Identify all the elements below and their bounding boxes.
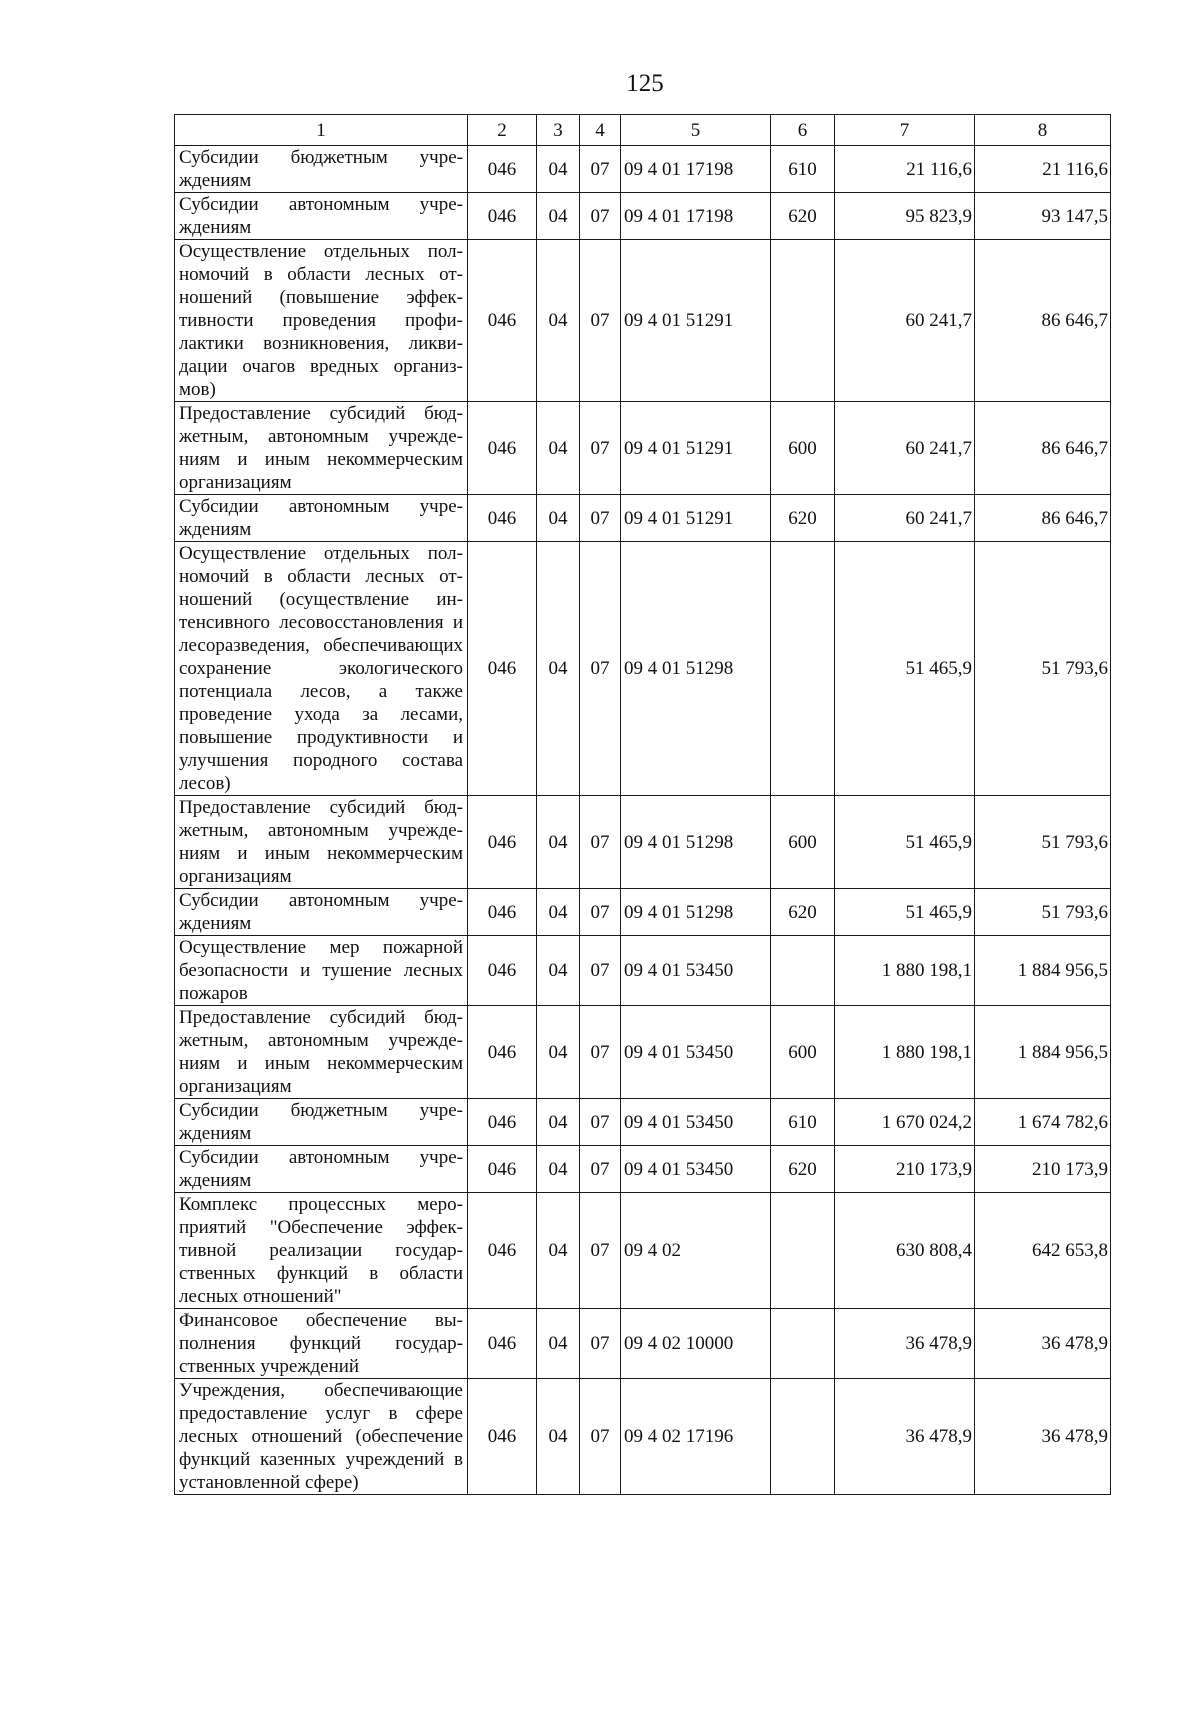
amount-year1-cell: 1 880 198,1 (835, 1006, 975, 1099)
ministry-code-cell: 046 (468, 889, 537, 936)
subsection-code-cell: 07 (580, 1006, 621, 1099)
subsection-code-cell: 07 (580, 1193, 621, 1309)
row-name-cell: Субсидии бюджетным учреждениям (175, 146, 468, 193)
expense-type-cell: 620 (771, 193, 835, 240)
ministry-code-cell: 046 (468, 146, 537, 193)
column-header: 6 (771, 115, 835, 146)
amount-year2-cell: 642 653,8 (975, 1193, 1111, 1309)
subsection-code-cell: 07 (580, 1379, 621, 1495)
amount-year1-cell: 630 808,4 (835, 1193, 975, 1309)
target-article-cell: 09 4 01 51291 (621, 402, 771, 495)
subsection-code-cell: 07 (580, 936, 621, 1006)
row-name-cell: Субсидии бюджетным учреждениям (175, 1099, 468, 1146)
expense-type-cell: 620 (771, 1146, 835, 1193)
section-code-cell: 04 (537, 889, 580, 936)
amount-year1-cell: 210 173,9 (835, 1146, 975, 1193)
section-code-cell: 04 (537, 402, 580, 495)
amount-year1-cell: 1 880 198,1 (835, 936, 975, 1006)
section-code-cell: 04 (537, 146, 580, 193)
section-code-cell: 04 (537, 1309, 580, 1379)
section-code-cell: 04 (537, 193, 580, 240)
ministry-code-cell: 046 (468, 936, 537, 1006)
budget-table (174, 114, 1111, 1495)
expense-type-cell: 620 (771, 495, 835, 542)
target-article-cell: 09 4 01 53450 (621, 1006, 771, 1099)
subsection-code-cell: 07 (580, 1309, 621, 1379)
ministry-code-cell: 046 (468, 402, 537, 495)
expense-type-cell: 610 (771, 1099, 835, 1146)
ministry-code-cell: 046 (468, 240, 537, 402)
target-article-cell: 09 4 02 10000 (621, 1309, 771, 1379)
amount-year1-cell: 60 241,7 (835, 402, 975, 495)
ministry-code-cell: 046 (468, 1006, 537, 1099)
table-row (175, 796, 1111, 889)
table-row (175, 1379, 1111, 1495)
column-header: 1 (175, 115, 468, 146)
subsection-code-cell: 07 (580, 495, 621, 542)
ministry-code-cell: 046 (468, 1309, 537, 1379)
row-name-cell: Предоставление субсидий бюджетным, автономным учреждениям и иным некоммерческим организациям (175, 796, 468, 889)
section-code-cell: 04 (537, 1006, 580, 1099)
ministry-code-cell: 046 (468, 1379, 537, 1495)
column-header: 8 (975, 115, 1111, 146)
amount-year1-cell: 51 465,9 (835, 889, 975, 936)
row-name-cell: Субсидии автономным учреждениям (175, 889, 468, 936)
amount-year2-cell: 36 478,9 (975, 1309, 1111, 1379)
expense-type-cell: 600 (771, 402, 835, 495)
row-name-cell: Предоставление субсидий бюджетным, автономным учреждениям и иным некоммерческим организациям (175, 402, 468, 495)
amount-year1-cell: 60 241,7 (835, 240, 975, 402)
target-article-cell: 09 4 01 51298 (621, 889, 771, 936)
target-article-cell: 09 4 01 51291 (621, 240, 771, 402)
target-article-cell: 09 4 01 51298 (621, 796, 771, 889)
table-row (175, 1193, 1111, 1309)
amount-year2-cell: 51 793,6 (975, 542, 1111, 796)
amount-year1-cell: 1 670 024,2 (835, 1099, 975, 1146)
subsection-code-cell: 07 (580, 889, 621, 936)
expense-type-cell: 600 (771, 1006, 835, 1099)
section-code-cell: 04 (537, 1099, 580, 1146)
expense-type-cell (771, 936, 835, 1006)
expense-type-cell (771, 1309, 835, 1379)
section-code-cell: 04 (537, 1379, 580, 1495)
target-article-cell: 09 4 01 51298 (621, 542, 771, 796)
column-header: 7 (835, 115, 975, 146)
table-row (175, 542, 1111, 796)
amount-year2-cell: 36 478,9 (975, 1379, 1111, 1495)
section-code-cell: 04 (537, 1193, 580, 1309)
subsection-code-cell: 07 (580, 1099, 621, 1146)
table-row (175, 1099, 1111, 1146)
table-row (175, 240, 1111, 402)
expense-type-cell: 620 (771, 889, 835, 936)
table-row (175, 146, 1111, 193)
table-row (175, 889, 1111, 936)
row-name-cell: Комплекс процессных мероприятий "Обеспечение эффективной реализации государственных функций в области лесных отношений" (175, 1193, 468, 1309)
ministry-code-cell: 046 (468, 495, 537, 542)
ministry-code-cell: 046 (468, 796, 537, 889)
expense-type-cell: 600 (771, 796, 835, 889)
target-article-cell: 09 4 01 17198 (621, 146, 771, 193)
row-name-cell: Субсидии автономным учреждениям (175, 193, 468, 240)
amount-year2-cell: 93 147,5 (975, 193, 1111, 240)
subsection-code-cell: 07 (580, 542, 621, 796)
amount-year2-cell: 86 646,7 (975, 240, 1111, 402)
row-name-cell: Финансовое обеспечение выполнения функций государственных учреждений (175, 1309, 468, 1379)
target-article-cell: 09 4 01 53450 (621, 936, 771, 1006)
table-row (175, 936, 1111, 1006)
row-name-cell: Предоставление субсидий бюджетным, автономным учреждениям и иным некоммерческим организациям (175, 1006, 468, 1099)
subsection-code-cell: 07 (580, 146, 621, 193)
table-row (175, 1006, 1111, 1099)
ministry-code-cell: 046 (468, 1193, 537, 1309)
ministry-code-cell: 046 (468, 542, 537, 796)
amount-year2-cell: 1 674 782,6 (975, 1099, 1111, 1146)
amount-year1-cell: 36 478,9 (835, 1309, 975, 1379)
target-article-cell: 09 4 02 (621, 1193, 771, 1309)
amount-year1-cell: 51 465,9 (835, 796, 975, 889)
amount-year1-cell: 60 241,7 (835, 495, 975, 542)
header-row (175, 115, 1111, 146)
section-code-cell: 04 (537, 936, 580, 1006)
ministry-code-cell: 046 (468, 193, 537, 240)
column-header: 5 (621, 115, 771, 146)
row-name-cell: Субсидии автономным учреждениям (175, 1146, 468, 1193)
target-article-cell: 09 4 02 17196 (621, 1379, 771, 1495)
amount-year1-cell: 51 465,9 (835, 542, 975, 796)
section-code-cell: 04 (537, 796, 580, 889)
expense-type-cell: 610 (771, 146, 835, 193)
column-header: 2 (468, 115, 537, 146)
row-name-cell: Субсидии автономным учреждениям (175, 495, 468, 542)
amount-year1-cell: 21 116,6 (835, 146, 975, 193)
table-row (175, 402, 1111, 495)
amount-year2-cell: 21 116,6 (975, 146, 1111, 193)
table-row (175, 1309, 1111, 1379)
subsection-code-cell: 07 (580, 193, 621, 240)
column-header: 3 (537, 115, 580, 146)
amount-year2-cell: 1 884 956,5 (975, 936, 1111, 1006)
table-row (175, 495, 1111, 542)
subsection-code-cell: 07 (580, 796, 621, 889)
amount-year2-cell: 86 646,7 (975, 402, 1111, 495)
subsection-code-cell: 07 (580, 240, 621, 402)
column-header: 4 (580, 115, 621, 146)
expense-type-cell (771, 542, 835, 796)
row-name-cell: Осуществление отдельных полномочий в области лесных отношений (повышение эффективности проведения профилактики возникновения, ликвидации очагов вредных организмов) (175, 240, 468, 402)
section-code-cell: 04 (537, 1146, 580, 1193)
amount-year2-cell: 86 646,7 (975, 495, 1111, 542)
target-article-cell: 09 4 01 53450 (621, 1099, 771, 1146)
amount-year2-cell: 51 793,6 (975, 889, 1111, 936)
section-code-cell: 04 (537, 542, 580, 796)
section-code-cell: 04 (537, 495, 580, 542)
amount-year1-cell: 95 823,9 (835, 193, 975, 240)
page-number: 125 (626, 70, 664, 97)
ministry-code-cell: 046 (468, 1099, 537, 1146)
row-name-cell: Осуществление мер пожарной безопасности и тушение лесных пожаров (175, 936, 468, 1006)
table-row (175, 1146, 1111, 1193)
target-article-cell: 09 4 01 51291 (621, 495, 771, 542)
amount-year2-cell: 1 884 956,5 (975, 1006, 1111, 1099)
table-body (175, 146, 1111, 1495)
table-row (175, 193, 1111, 240)
target-article-cell: 09 4 01 53450 (621, 1146, 771, 1193)
section-code-cell: 04 (537, 240, 580, 402)
amount-year2-cell: 210 173,9 (975, 1146, 1111, 1193)
expense-type-cell (771, 1193, 835, 1309)
row-name-cell: Осуществление отдельных полномочий в области лесных отношений (осуществление интенсивного лесовосстановления и лесоразведения, обеспечивающих сохранение экологического потенциала лесов, а также проведение ухода за лесами, повышение продуктивности и улучшения породного состава лесов) (175, 542, 468, 796)
subsection-code-cell: 07 (580, 402, 621, 495)
expense-type-cell (771, 1379, 835, 1495)
target-article-cell: 09 4 01 17198 (621, 193, 771, 240)
expense-type-cell (771, 240, 835, 402)
amount-year1-cell: 36 478,9 (835, 1379, 975, 1495)
row-name-cell: Учреждения, обеспечивающие предоставление услуг в сфере лесных отношений (обеспечение функций казенных учреждений в установленной сфере) (175, 1379, 468, 1495)
amount-year2-cell: 51 793,6 (975, 796, 1111, 889)
ministry-code-cell: 046 (468, 1146, 537, 1193)
subsection-code-cell: 07 (580, 1146, 621, 1193)
